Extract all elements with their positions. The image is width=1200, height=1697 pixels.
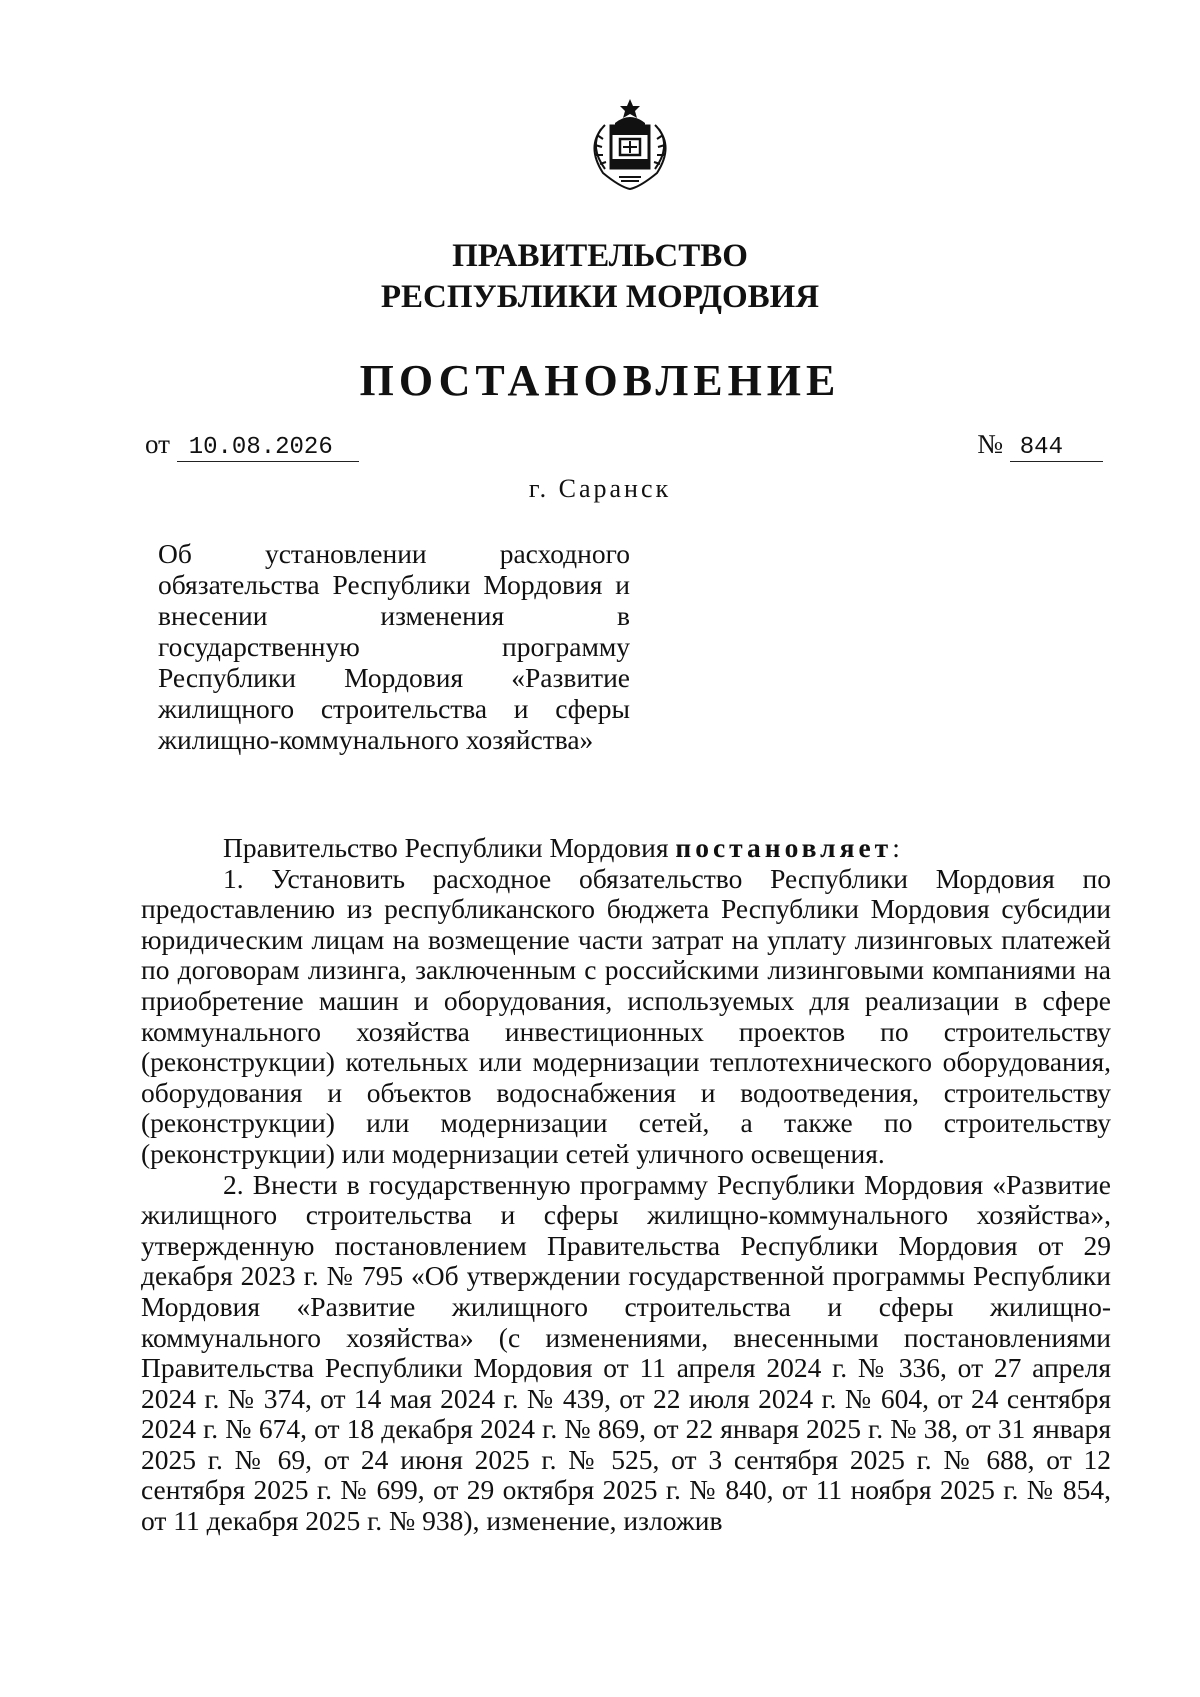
date-prefix: от [145,429,170,459]
coat-of-arms-icon [575,95,685,195]
document-body [141,833,1111,1537]
decree-word: постановляет [675,832,893,863]
document-subject [158,538,630,755]
number-value: 844 [1010,435,1103,462]
intro-colon: : [892,832,900,863]
city: г. Саранск [528,474,672,503]
subject-line: жилищно-коммунального хозяйства» [158,724,594,755]
subject-line: обязательства Республики Мордовия и [158,569,630,600]
decree-intro [141,833,1111,864]
number-prefix: № [977,429,1004,459]
document-date [145,428,359,462]
document-number [977,428,1103,462]
date-value: 10.08.2026 [177,435,359,462]
government-title-line2: РЕСПУБЛИКИ МОРДОВИЯ [380,279,820,315]
paragraph-1: 1. Установить расходное обязательство Республики Мордовия по предоставлению из республиканского бюджета Республики Мордовия субсидии юридическим лицам на возмещение части затрат на уплату лизинговых платежей по договорам лизинга, заключенным с российскими лизинговыми компаниями на приобретение машин и оборудования, используемых для реализации в сфере коммунального хозяйства инвестиционных проектов по строительству (реконструкции) котельных или модернизации теплотехнического оборудования, оборудования и объектов водоснабжения и водоотведения, строительству (реконструкции) или модернизации сетей, а также по строительству (реконструкции) или модернизации сетей уличного освещения. [141,862,1111,1169]
subject-line: внесении изменения в [158,600,630,631]
paragraph-2: 2. Внести в государственную программу Республики Мордовия «Развитие жилищного строительства и сферы жилищно-коммунального хозяйства», утвержденную постановлением Правительства Республики Мордовия от 29 декабря 2023 г. № 795 «Об утверждении государственной программы Республики Мордовия «Развитие жилищного строительства и сферы жилищно-коммунального хозяйства» (с изменениями, внесенными постановлениями Правительства Республики Мордовия от 11 апреля 2024 г. № 336, от 27 апреля 2024 г. № 374, от 14 мая 2024 г. № 439, от 22 июля 2024 г. № 604, от 24 сентября 2024 г. № 674, от 18 декабря 2024 г. № 869, от 22 января 2025 г. № 38, от 31 января 2025 г. № 69, от 24 июня 2025 г. № 525, от 3 сентября 2025 г. № 688, от 12 сентября 2025 г. № 699, от 29 октября 2025 г. № 840, от 11 ноября 2025 г. № 854, от 11 декабря 2025 г. № 938), изменение, изложив [141,1168,1111,1537]
intro-text: Правительство Республики Мордовия [223,832,676,863]
subject-line: государственную программу [158,631,630,662]
subject-line: жилищного строительства и сферы [158,693,630,724]
subject-line: Республики Мордовия «Развитие [158,662,630,693]
subject-line: Об установлении расходного [158,538,630,569]
document-type: ПОСТАНОВЛЕНИЕ [359,356,841,405]
government-title-line1: ПРАВИТЕЛЬСТВО [452,238,748,274]
